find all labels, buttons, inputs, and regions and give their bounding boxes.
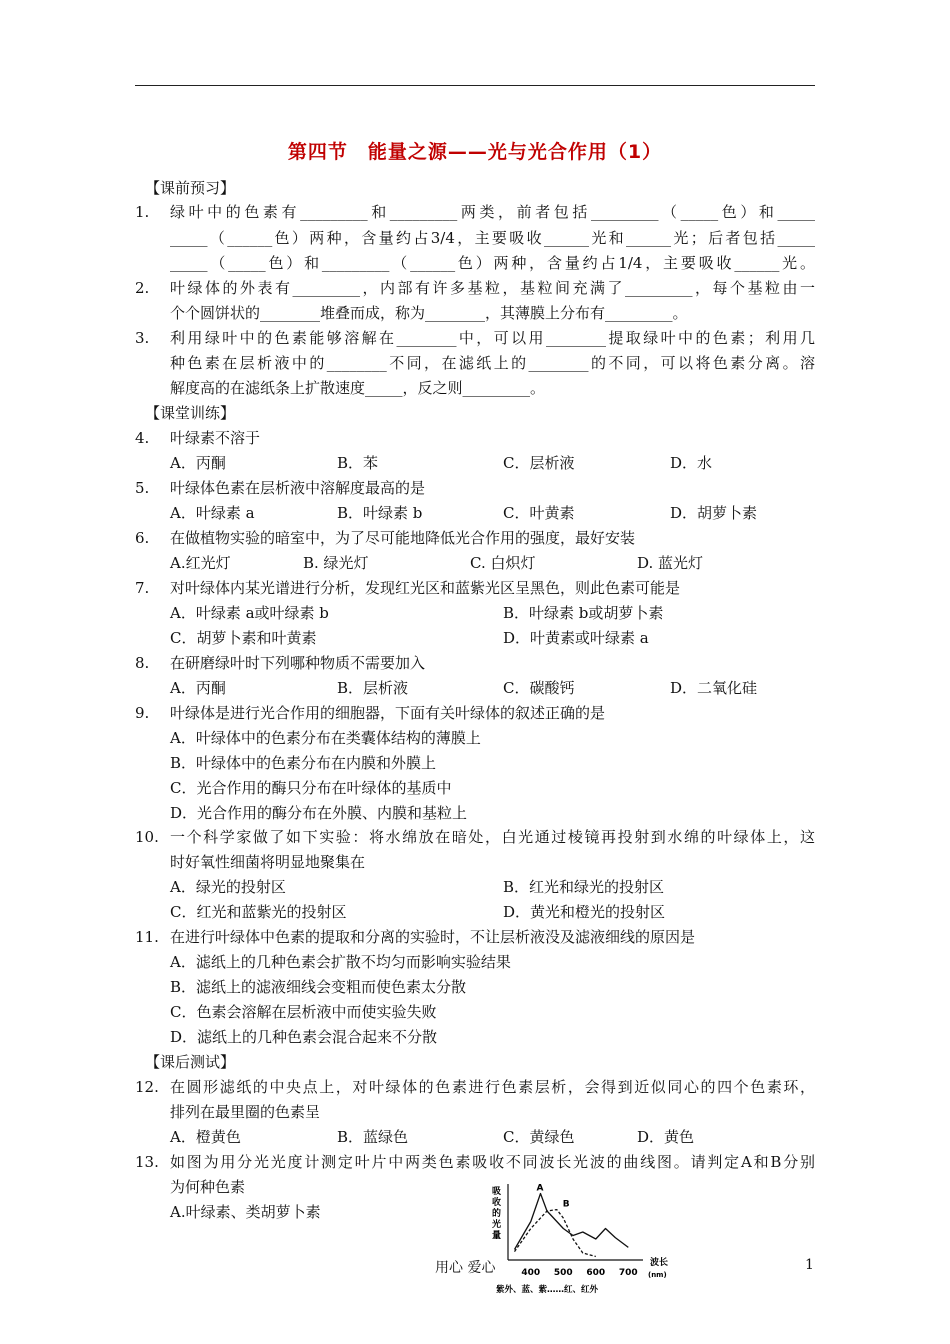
question-number: 9. bbox=[135, 704, 150, 722]
chart-series bbox=[515, 1184, 629, 1257]
y-axis-label: 吸收的光量 bbox=[492, 1187, 502, 1241]
question-number: 3. bbox=[135, 329, 150, 347]
answer-option: C．红光和蓝紫光的投射区 bbox=[170, 903, 347, 921]
answer-option: A.红光灯 bbox=[170, 554, 231, 572]
answer-option: A．丙酮 bbox=[170, 679, 226, 697]
answer-option: C．黄绿色 bbox=[503, 1128, 575, 1146]
section-heading-pre: 【课前预习】 bbox=[145, 179, 236, 197]
answer-option: D．黄光和橙光的投射区 bbox=[503, 903, 666, 921]
question-text: 在做植物实验的暗室中，为了尽可能地降低光合作用的强度，最好安装 bbox=[170, 529, 636, 547]
question-text: 时好氧性细菌将明显地聚集在 bbox=[170, 853, 366, 871]
x-tick-label: 600 bbox=[586, 1268, 606, 1278]
question-number: 5. bbox=[135, 479, 150, 497]
answer-option: D．二氧化硅 bbox=[670, 679, 758, 697]
answer-option: A．叶绿素 a或叶绿素 b bbox=[170, 604, 329, 622]
question-number: 6. bbox=[135, 529, 150, 547]
answer-option: D．黄色 bbox=[637, 1128, 695, 1146]
question-number: 7. bbox=[135, 579, 150, 597]
answer-option: A．丙酮 bbox=[170, 454, 226, 472]
answer-option: A．叶绿素 a bbox=[170, 504, 255, 522]
answer-option: D．叶黄素或叶绿素 a bbox=[503, 629, 649, 647]
question-text: 如图为用分光光度计测定叶片中两类色素吸收不同波长光波的曲线图。请判定A和B分别 bbox=[170, 1153, 815, 1171]
answer-option: D．滤纸上的几种色素会混合起来不分散 bbox=[170, 1028, 438, 1046]
question-text: 在进行叶绿体中色素的提取和分离的实验时，不让层析液没及滤液细线的原因是 bbox=[170, 928, 696, 946]
answer-option: A．滤纸上的几种色素会扩散不均匀而影响实验结果 bbox=[170, 953, 511, 971]
question-number: 12. bbox=[135, 1078, 159, 1096]
question-number: 13. bbox=[135, 1153, 159, 1171]
question-text: 在研磨绿叶时下列哪种物质不需要加入 bbox=[170, 654, 426, 672]
question-text: _____（______色）两种，含量约占3/4，主要吸收______光和______光；后者包括_____ bbox=[170, 229, 815, 247]
answer-option: C．叶黄素 bbox=[503, 504, 575, 522]
x-tick-label: 500 bbox=[553, 1268, 573, 1278]
answer-option: B．层析液 bbox=[337, 679, 409, 697]
question-number: 1. bbox=[135, 203, 150, 221]
answer-option: C. 白炽灯 bbox=[470, 554, 536, 572]
question-text: 叶绿素不溶于 bbox=[170, 429, 261, 447]
spectrum-band-label: 紫外、蓝、紫……红、红外 bbox=[496, 1285, 599, 1295]
section-heading-class: 【课堂训练】 bbox=[145, 404, 236, 422]
answer-option: B．叶绿素 b bbox=[337, 504, 423, 522]
question-text: 在圆形滤纸的中央点上，对叶绿体的色素进行色素层析，会得到近似同心的四个色素环， bbox=[170, 1078, 815, 1096]
answer-option: B．叶绿体中的色素分布在内膜和外膜上 bbox=[170, 754, 437, 772]
answer-option: B．滤纸上的滤液细线会变粗而使色素太分散 bbox=[170, 978, 467, 996]
answer-option: C．碳酸钙 bbox=[503, 679, 575, 697]
section-heading-post: 【课后测试】 bbox=[145, 1053, 236, 1071]
x-tick-label: 400 bbox=[521, 1268, 541, 1278]
answer-option: C．层析液 bbox=[503, 454, 575, 472]
question-text: 叶绿体的外表有_________，内部有许多基粒，基粒间充满了_________，每个基粒由一 bbox=[170, 279, 815, 297]
series-line-A bbox=[515, 1194, 629, 1250]
answer-option: A.叶绿素、类胡萝卜素 bbox=[170, 1203, 321, 1221]
question-number: 10. bbox=[135, 828, 159, 846]
answer-option: A．叶绿体中的色素分布在类囊体结构的薄膜上 bbox=[170, 729, 481, 747]
question-text: 为何种色素 bbox=[170, 1178, 246, 1196]
question-number: 4. bbox=[135, 429, 150, 447]
question-text: 利用绿叶中的色素能够溶解在________中，可以用________提取绿叶中的色素；利用几 bbox=[170, 329, 815, 347]
answer-option: D．水 bbox=[670, 454, 713, 472]
answer-option: B．蓝绿色 bbox=[337, 1128, 409, 1146]
answer-option: C．色素会溶解在层析液中而使实验失败 bbox=[170, 1003, 437, 1021]
answer-option: A．橙黄色 bbox=[170, 1128, 241, 1146]
page-title: 第四节 能量之源——光与光合作用（1） bbox=[287, 141, 663, 163]
absorption-chart bbox=[478, 1180, 678, 1330]
page-number: 1 bbox=[805, 1257, 814, 1273]
question-text: 一个科学家做了如下实验：将水绵放在暗处，白光通过棱镜再投射到水绵的叶绿体上，这 bbox=[170, 828, 815, 846]
answer-option: D．胡萝卜素 bbox=[670, 504, 758, 522]
question-number: 8. bbox=[135, 654, 150, 672]
answer-option: B．红光和绿光的投射区 bbox=[503, 878, 665, 896]
answer-option: C．光合作用的酶只分布在叶绿体的基质中 bbox=[170, 779, 452, 797]
chart-labels bbox=[492, 1183, 669, 1295]
question-text: 叶绿体色素在层析液中溶解度最高的是 bbox=[170, 479, 426, 497]
question-text: 绿叶中的色素有_________和_________两类，前者包括_________（_____色）和_____ bbox=[170, 203, 815, 221]
answer-option: D．光合作用的酶分布在外膜、内膜和基粒上 bbox=[170, 804, 468, 822]
x-tick-label: 700 bbox=[618, 1268, 638, 1278]
answer-option: C．胡萝卜素和叶黄素 bbox=[170, 629, 317, 647]
question-text: 个个圆饼状的________堆叠而成，称为________，其薄膜上分布有_________。 bbox=[170, 304, 688, 322]
series-label-B: B bbox=[562, 1199, 570, 1210]
answer-option: B．苯 bbox=[337, 454, 379, 472]
answer-option: A．绿光的投射区 bbox=[170, 878, 286, 896]
question-text: 排列在最里圈的色素呈 bbox=[170, 1103, 321, 1121]
x-axis-unit: (nm) bbox=[648, 1271, 667, 1279]
answer-option: B. 绿光灯 bbox=[303, 554, 369, 572]
answer-option: D. 蓝光灯 bbox=[637, 554, 704, 572]
question-text: 对叶绿体内某光谱进行分析，发现红光区和蓝紫光区呈黑色，则此色素可能是 bbox=[170, 579, 681, 597]
answer-option: B．叶绿素 b或胡萝卜素 bbox=[503, 604, 664, 622]
chart-axes bbox=[508, 1184, 643, 1260]
question-text: 解度高的在滤纸条上扩散速度_____，反之则_________。 bbox=[170, 379, 546, 397]
question-text: 种色素在层析液中的________不同，在滤纸上的________的不同，可以将色素分离。溶 bbox=[170, 354, 815, 372]
header-rule bbox=[135, 85, 815, 86]
series-label-A: A bbox=[536, 1183, 544, 1194]
x-axis-label: 波长 bbox=[650, 1258, 669, 1268]
question-number: 11. bbox=[135, 928, 159, 946]
footer-text: 用心 爱心 bbox=[435, 1260, 496, 1276]
question-text: 叶绿体是进行光合作用的细胞器，下面有关叶绿体的叙述正确的是 bbox=[170, 704, 606, 722]
question-text: _____（_____色）和_________（______色）两种，含量约占1/4，主要吸收______光。 bbox=[170, 254, 815, 272]
question-number: 2. bbox=[135, 279, 150, 297]
